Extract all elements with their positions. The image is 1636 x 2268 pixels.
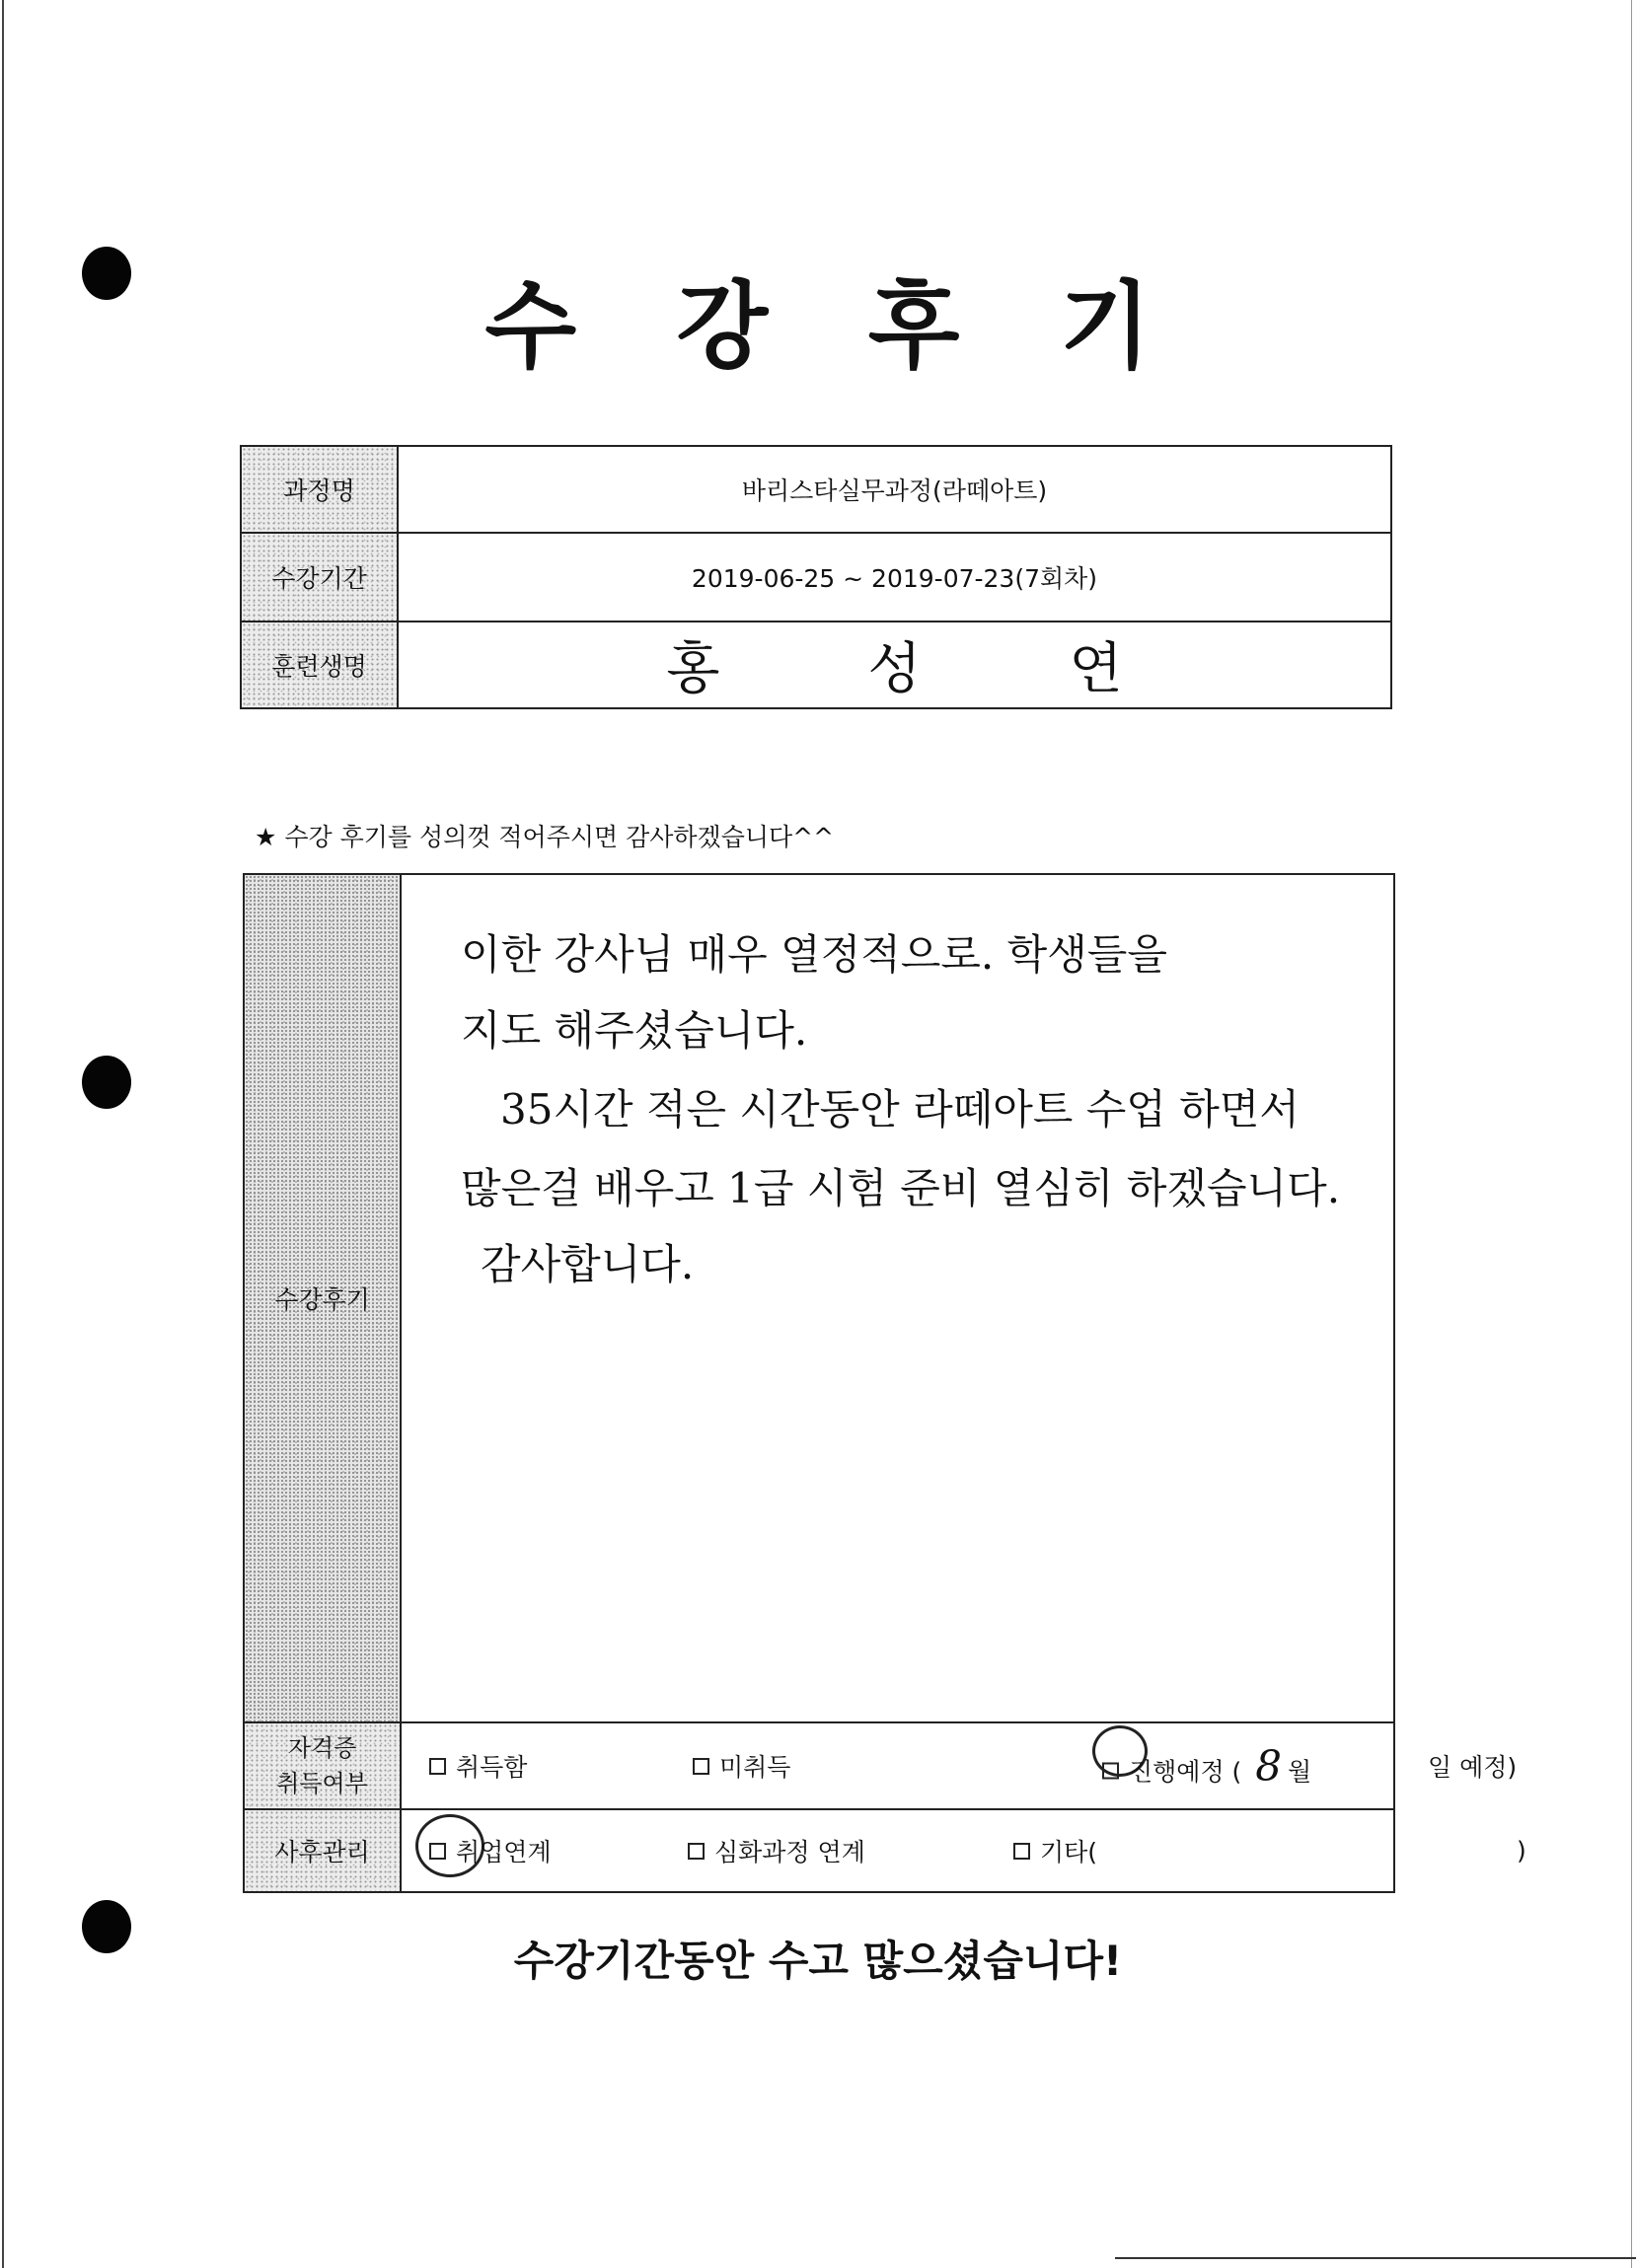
planned-day-suffix: 일 예정): [1428, 1753, 1518, 1782]
certificate-label: [244, 1722, 401, 1809]
aftercare-option-other-label: 기타(: [1040, 1838, 1098, 1866]
period-row: [241, 533, 1391, 622]
cert-option-acquired[interactable]: [429, 1748, 527, 1784]
aftercare-option-employment[interactable]: [429, 1833, 552, 1868]
certificate-label-line2: 취득여부: [276, 1770, 368, 1797]
course-info-table: [240, 445, 1392, 709]
scan-edge-bottom: [1115, 2257, 1636, 2259]
review-table: [243, 873, 1526, 1893]
instruction-note: ★ 수강 후기를 성의껏 적어주시면 감사하겠습니다^^: [255, 823, 835, 851]
aftercare-row: [244, 1809, 1394, 1892]
course-label: 과정명: [241, 446, 398, 533]
planned-month-handwritten: 8: [1255, 1741, 1282, 1791]
checkbox-icon[interactable]: [688, 1843, 705, 1860]
aftercare-option-employment-label: 취업연계: [456, 1838, 552, 1866]
review-line-1: 이한 강사님 매우 열정적으로. 학생들을: [461, 930, 1167, 979]
aftercare-options: [401, 1809, 1526, 1892]
review-line-2: 지도 해주셨습니다.: [461, 1006, 808, 1055]
certificate-label-line1: 자격증: [287, 1734, 357, 1762]
cert-option-not-acquired[interactable]: [693, 1748, 790, 1784]
aftercare-option-other[interactable]: [1013, 1833, 1097, 1868]
closing-message: 수강기간동안 수고 많으셨습니다!: [513, 1937, 1123, 1985]
period-value: 2019-06-25 ~ 2019-07-23(7회차): [398, 533, 1391, 622]
cert-option-not-acquired-label: 미취득: [719, 1753, 791, 1782]
aftercare-option-advanced[interactable]: [688, 1833, 865, 1868]
cert-option-acquired-label: 취득함: [456, 1753, 528, 1782]
cert-option-planned-label: 진행예정 (: [1129, 1757, 1242, 1787]
period-label: 수강기간: [241, 533, 398, 622]
aftercare-option-advanced-label: 심화과정 연계: [714, 1838, 865, 1866]
aftercare-other-close: ): [1517, 1836, 1526, 1866]
review-line-3: 35시간 적은 시간동안 라떼아트 수업 하면서: [500, 1085, 1300, 1134]
review-line-5: 감사합니다.: [481, 1240, 695, 1288]
punch-hole-middle: [82, 1056, 131, 1109]
checkbox-icon[interactable]: [1102, 1763, 1119, 1780]
cert-option-planned[interactable]: [1102, 1742, 1311, 1791]
certificate-row: [244, 1722, 1394, 1809]
review-text-area: [401, 874, 1394, 1722]
trainee-row: [241, 622, 1391, 708]
checkbox-icon[interactable]: [1013, 1843, 1030, 1860]
checkbox-icon[interactable]: [693, 1758, 709, 1775]
review-row: [244, 874, 1394, 1722]
trainee-name-handwritten: 홍성연: [398, 622, 1391, 708]
aftercare-label: 사후관리: [244, 1809, 401, 1892]
page-title: 수 강 후 기: [484, 271, 1185, 382]
checkbox-icon[interactable]: [429, 1758, 446, 1775]
checkbox-icon[interactable]: [429, 1843, 446, 1860]
review-line-4: 많은걸 배우고 1급 시험 준비 열심히 하겠습니다.: [461, 1164, 1341, 1212]
certificate-options: [401, 1722, 1518, 1809]
course-value: 바리스타실무과정(라떼아트): [398, 446, 1391, 533]
course-row: [241, 446, 1391, 533]
review-label: 수강후기: [244, 874, 401, 1722]
month-unit: 월: [1288, 1757, 1312, 1787]
trainee-label: 훈련생명: [241, 622, 398, 708]
